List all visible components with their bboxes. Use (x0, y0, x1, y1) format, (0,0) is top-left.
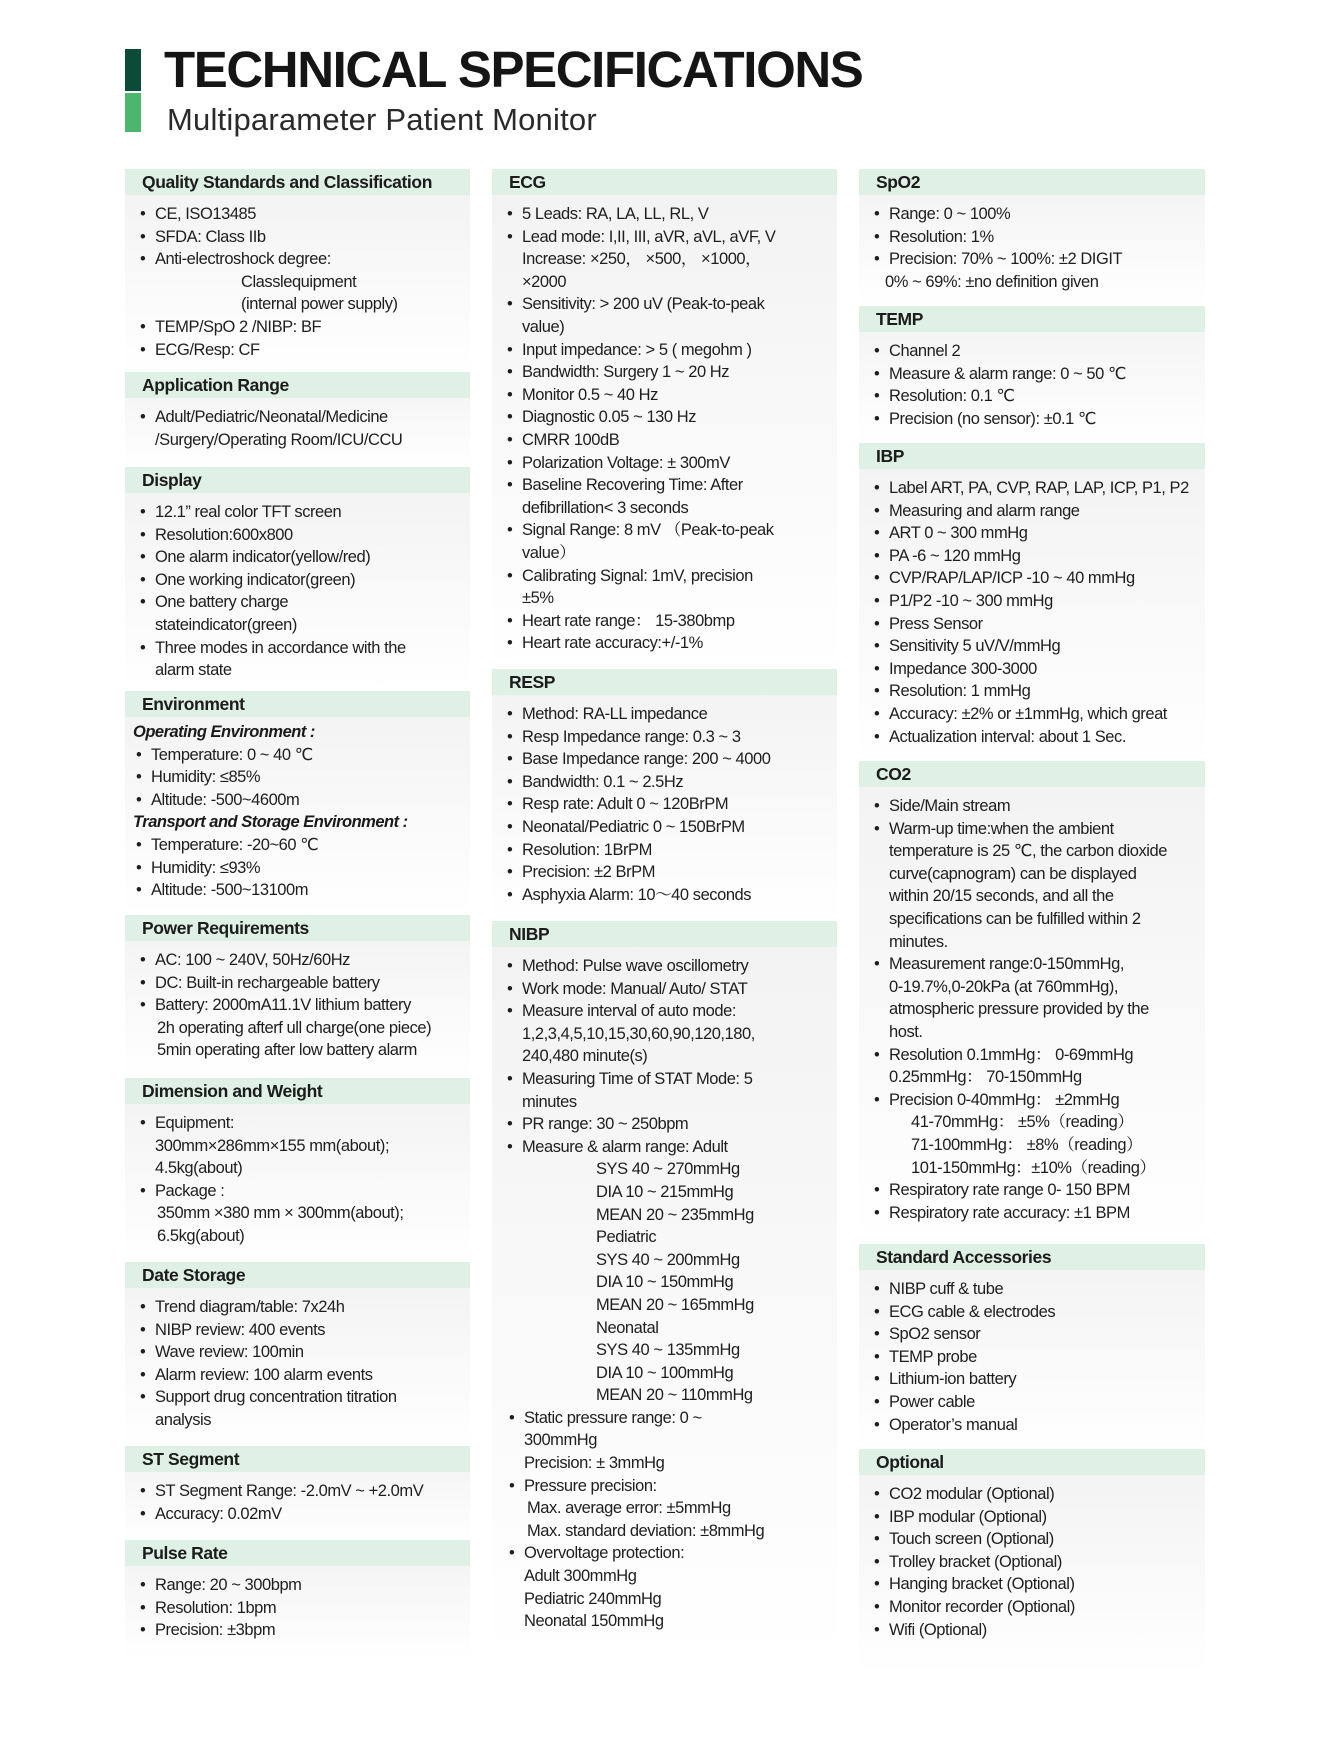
spec-list (125, 1104, 470, 1253)
spec-item: • Baseline Recovering Time: After (506, 474, 833, 497)
spec-item: • Sensitivity 5 uV/V/mmHg (873, 635, 1201, 658)
spec-item: defibrillation< 3 seconds (522, 498, 689, 517)
spec-item: 5min operating after low battery alarm (157, 1041, 417, 1060)
spec-item: analysis (155, 1410, 212, 1429)
spec-item: DIA 10 ~ 215mmHg (596, 1182, 734, 1201)
spec-list (125, 717, 470, 907)
spec-item: • CE, ISO13485 (139, 203, 466, 226)
section-power (125, 915, 470, 1078)
section-display (125, 467, 470, 691)
section-storage (125, 1262, 470, 1446)
section-application (125, 372, 470, 467)
spec-item: • Temperature: -20~60 ℃ (135, 834, 466, 857)
spec-item: • Accuracy: 0.02mV (139, 1503, 466, 1526)
spec-item: • Static pressure range: 0 ~ (508, 1407, 833, 1430)
spec-item: ×2000 (522, 272, 567, 291)
spec-list (492, 947, 837, 1638)
spec-item: atmospheric pressure provided by the (889, 1000, 1149, 1019)
spec-item: • Measurement range:0-150mmHg, (873, 953, 1201, 976)
column-left (125, 169, 470, 1658)
section-resp (492, 669, 837, 921)
spec-list (125, 1566, 470, 1647)
spec-item: • Sensitivity: > 200 uV (Peak-to-peak (506, 293, 833, 316)
section-title: IBP (859, 443, 1205, 469)
spec-item: • Support drug concentration titration (139, 1386, 466, 1409)
spec-item: • Measuring and alarm range (873, 500, 1201, 523)
spec-list (125, 1472, 470, 1530)
spec-item: • Input impedance: > 5 ( megohm ) (506, 339, 833, 362)
spec-item: • Hanging bracket (Optional) (873, 1573, 1201, 1596)
spec-item: 350mm ×380 mm × 300mm(about); (157, 1204, 404, 1223)
section-co2 (859, 761, 1205, 1244)
spec-item: • Method: Pulse wave oscillometry (506, 955, 833, 978)
spec-item: • Adult/Pediatric/Neonatal/Medicine (139, 406, 466, 429)
spec-item: specifications can be fulfilled within 2 (889, 909, 1141, 928)
spec-list (125, 941, 470, 1067)
spec-item: • ECG/Resp: CF (139, 339, 466, 362)
spec-item: • TEMP probe (873, 1346, 1201, 1369)
spec-item: • Resolution: 1% (873, 226, 1201, 249)
spec-item: Neonatal 150mmHg (524, 1612, 664, 1631)
spec-list (859, 332, 1205, 435)
spec-item: • NIBP cuff & tube (873, 1278, 1201, 1301)
title-accent-light (125, 93, 141, 132)
spec-item: • Battery: 2000mA11.1V lithium battery (139, 994, 466, 1017)
section-title: Quality Standards and Classification (125, 169, 470, 195)
section-spo2 (859, 169, 1205, 306)
spec-list (492, 695, 837, 911)
spec-item: • Side/Main stream (873, 795, 1201, 818)
spec-item: • Press Sensor (873, 613, 1201, 636)
spec-item: • Trolley bracket (Optional) (873, 1551, 1201, 1574)
spec-item: • Precision (no sensor): ±0.1 ℃ (873, 408, 1201, 431)
section-accessories (859, 1244, 1205, 1449)
spec-item: Adult 300mmHg (524, 1567, 637, 1586)
spec-item: • Work mode: Manual/ Auto/ STAT (506, 978, 833, 1001)
spec-item: • Package : (139, 1180, 466, 1203)
spec-item: MEAN 20 ~ 165mmHg (596, 1295, 754, 1314)
spec-list (859, 787, 1205, 1229)
section-title: Date Storage (125, 1262, 470, 1288)
spec-item: 1,2,3,4,5,10,15,30,60,90,120,180, (522, 1024, 755, 1043)
spec-list (492, 195, 837, 660)
spec-item: 6.5kg(about) (157, 1226, 245, 1245)
section-title: TEMP (859, 306, 1205, 332)
spec-item: • One alarm indicator(yellow/red) (139, 546, 466, 569)
spec-item: • Calibrating Signal: 1mV, precision (506, 565, 833, 588)
spec-item: Pediatric (596, 1228, 657, 1247)
spec-list (859, 1270, 1205, 1441)
spec-item: • Resolution: 1 mmHg (873, 680, 1201, 703)
spec-item: host. (889, 1022, 923, 1041)
spec-item: • Range: 0 ~ 100% (873, 203, 1201, 226)
spec-item: MEAN 20 ~ 235mmHg (596, 1205, 754, 1224)
spec-item: • Channel 2 (873, 340, 1201, 363)
spec-item: 71-100mmHg： ±8%（reading） (911, 1135, 1143, 1154)
spec-item: • Monitor 0.5 ~ 40 Hz (506, 384, 833, 407)
section-title: Display (125, 467, 470, 493)
spec-item: 41-70mmHg： ±5%（reading） (911, 1113, 1134, 1132)
spec-item: ±5% (522, 589, 554, 608)
spec-item: • Warm-up time:when the ambient (873, 818, 1201, 841)
spec-item: • Diagnostic 0.05 ~ 130 Hz (506, 406, 833, 429)
section-title: Environment (125, 691, 470, 717)
spec-item: SYS 40 ~ 270mmHg (596, 1160, 740, 1179)
spec-item: • ST Segment Range: -2.0mV ~ +2.0mV (139, 1480, 466, 1503)
spec-item: • Temperature: 0 ~ 40 ℃ (135, 744, 466, 767)
spec-list (125, 1288, 470, 1437)
section-title: Dimension and Weight (125, 1078, 470, 1104)
section-nibp (492, 921, 837, 1659)
section-environment (125, 691, 470, 915)
section-optional (859, 1449, 1205, 1676)
spec-item: 0% ~ 69%: ±no definition given (885, 272, 1099, 291)
spec-item: minutes. (889, 932, 948, 951)
spec-item: 0.25mmHg： 70-150mmHg (889, 1068, 1082, 1087)
spec-item: value） (522, 543, 576, 562)
section-title: SpO2 (859, 169, 1205, 195)
spec-item: • Resp rate: Adult 0 ~ 120BrPM (506, 793, 833, 816)
spec-item: • Label ART, PA, CVP, RAP, LAP, ICP, P1, P2 (873, 477, 1201, 500)
page-subtitle: Multiparameter Patient Monitor (167, 102, 597, 137)
spec-item: • Three modes in accordance with the (139, 637, 466, 660)
spec-item: • Operator’s manual (873, 1414, 1201, 1437)
spec-item: • CVP/RAP/LAP/ICP -10 ~ 40 mmHg (873, 567, 1201, 590)
spec-item: alarm state (155, 661, 232, 680)
section-pulse-rate (125, 1540, 470, 1658)
spec-item: • One working indicator(green) (139, 569, 466, 592)
spec-item: • Resolution 0.1mmHg： 0-69mmHg (873, 1044, 1201, 1067)
spec-item: • DC: Built-in rechargeable battery (139, 972, 466, 995)
spec-list (125, 195, 470, 366)
spec-item: 300mmHg (524, 1431, 597, 1450)
spec-item: • CO2 modular (Optional) (873, 1483, 1201, 1506)
spec-item: • Measure & alarm range: 0 ~ 50 ℃ (873, 363, 1201, 386)
spec-item: • Humidity: ≤93% (135, 857, 466, 880)
spec-item: • Bandwidth: 0.1 ~ 2.5Hz (506, 771, 833, 794)
spec-item: (internal power supply) (241, 295, 398, 314)
spec-item: • Alarm review: 100 alarm events (139, 1364, 466, 1387)
spec-item: Max. average error: ±5mmHg (527, 1499, 731, 1518)
spec-item: 2h operating afterf ull charge(one piece) (157, 1018, 432, 1037)
spec-item: • Wave review: 100min (139, 1341, 466, 1364)
spec-item: • Actualization interval: about 1 Sec. (873, 726, 1201, 749)
spec-item: 300mm×286mm×155 mm(about); (155, 1136, 390, 1155)
section-title: ECG (492, 169, 837, 195)
spec-item: Neonatal (596, 1318, 659, 1337)
spec-item: • Respiratory rate range 0- 150 BPM (873, 1179, 1201, 1202)
spec-item: • Resolution: 1bpm (139, 1597, 466, 1620)
spec-item: • NIBP review: 400 events (139, 1319, 466, 1342)
spec-item: MEAN 20 ~ 110mmHg (596, 1386, 753, 1405)
spec-item: • Heart rate accuracy:+/-1% (506, 632, 833, 655)
spec-item: • Base Impedance range: 200 ~ 4000 (506, 748, 833, 771)
spec-item: DIA 10 ~ 100mmHg (596, 1363, 734, 1382)
spec-list (859, 195, 1205, 298)
spec-item: • Altitude: -500~13100m (135, 879, 466, 902)
spec-item: • AC: 100 ~ 240V, 50Hz/60Hz (139, 949, 466, 972)
spec-item: • IBP modular (Optional) (873, 1506, 1201, 1529)
spec-item: temperature is 25 ℃, the carbon dioxide (889, 842, 1167, 861)
spec-item: 240,480 minute(s) (522, 1047, 648, 1066)
spec-item: stateindicator(green) (155, 615, 297, 634)
spec-item: • Asphyxia Alarm: 10～40 seconds (506, 884, 833, 907)
spec-item: Precision: ± 3mmHg (524, 1454, 665, 1473)
spec-item: • Resp Impedance range: 0.3 ~ 3 (506, 726, 833, 749)
spec-item: 101-150mmHg：±10%（reading） (911, 1158, 1156, 1177)
spec-item: minutes (522, 1092, 577, 1111)
spec-item: • Equipment: (139, 1112, 466, 1135)
spec-item: • Measure & alarm range: Adult (506, 1136, 833, 1159)
spec-item: • Resolution:600x800 (139, 524, 466, 547)
section-title: RESP (492, 669, 837, 695)
section-st-segment (125, 1446, 470, 1540)
spec-item: • Lead mode: I,II, III, aVR, aVL, aVF, V (506, 226, 833, 249)
spec-item: 0-19.7%,0-20kPa (at 760mmHg), (889, 977, 1119, 996)
spec-item: • SpO2 sensor (873, 1323, 1201, 1346)
transport-environment-heading: Transport and Storage Environment : (133, 813, 408, 832)
spec-item: • One battery charge (139, 591, 466, 614)
section-title: Pulse Rate (125, 1540, 470, 1566)
spec-item: • Measuring Time of STAT Mode: 5 (506, 1068, 833, 1091)
section-quality (125, 169, 470, 372)
spec-item: SYS 40 ~ 135mmHg (596, 1341, 740, 1360)
spec-item: • Signal Range: 8 mV （Peak-to-peak (506, 519, 833, 542)
spec-item: • Precision: ±2 BrPM (506, 861, 833, 884)
spec-item: • Range: 20 ~ 300bpm (139, 1574, 466, 1597)
spec-item: • Precision 0-40mmHg： ±2mmHg (873, 1089, 1201, 1112)
spec-item: • SFDA: Class IIb (139, 226, 466, 249)
spec-item: • Respiratory rate accuracy: ±1 BPM (873, 1202, 1201, 1225)
column-right (859, 169, 1205, 1676)
spec-item: • Touch screen (Optional) (873, 1528, 1201, 1551)
spec-item: /Surgery/Operating Room/ICU/CCU (155, 430, 403, 449)
spec-item: • Resolution: 1BrPM (506, 839, 833, 862)
column-middle (492, 169, 837, 1659)
title-accent-bar (125, 49, 141, 132)
spec-item: • Power cable (873, 1391, 1201, 1414)
section-title: CO2 (859, 761, 1205, 787)
spec-item: • ECG cable & electrodes (873, 1301, 1201, 1324)
section-title: Optional (859, 1449, 1205, 1475)
section-ibp (859, 443, 1205, 761)
spec-item: • PR range: 30 ~ 250bpm (506, 1113, 833, 1136)
spec-item: • Measure interval of auto mode: (506, 1000, 833, 1023)
spec-item: • Method: RA-LL impedance (506, 703, 833, 726)
spec-item: • Polarization Voltage: ± 300mV (506, 452, 833, 475)
spec-item: • P1/P2 -10 ~ 300 mmHg (873, 590, 1201, 613)
spec-item: Classlequipment (241, 272, 357, 291)
spec-item: • Neonatal/Pediatric 0 ~ 150BrPM (506, 816, 833, 839)
spec-item: • Bandwidth: Surgery 1 ~ 20 Hz (506, 361, 833, 384)
section-dimension (125, 1078, 470, 1262)
spec-item: within 20/15 seconds, and all the (889, 887, 1114, 906)
spec-list (859, 1475, 1205, 1646)
section-temp (859, 306, 1205, 443)
spec-item: • Trend diagram/table: 7x24h (139, 1296, 466, 1319)
spec-item: • Precision: ±3bpm (139, 1619, 466, 1642)
section-title: NIBP (492, 921, 837, 947)
spec-item: • Resolution: 0.1 ℃ (873, 385, 1201, 408)
spec-list (859, 469, 1205, 753)
section-title: ST Segment (125, 1446, 470, 1472)
spec-item: • TEMP/SpO 2 /NIBP: BF (139, 316, 466, 339)
spec-item: curve(capnogram) can be displayed (889, 864, 1137, 883)
spec-item: • Overvoltage protection: (508, 1542, 833, 1565)
spec-item: • Monitor recorder (Optional) (873, 1596, 1201, 1619)
spec-item: • Precision: 70% ~ 100%: ±2 DIGIT (873, 248, 1201, 271)
section-title: Standard Accessories (859, 1244, 1205, 1270)
spec-item: • PA -6 ~ 120 mmHg (873, 545, 1201, 568)
spec-item: • 12.1” real color TFT screen (139, 501, 466, 524)
section-ecg (492, 169, 837, 669)
spec-item: SYS 40 ~ 200mmHg (596, 1250, 740, 1269)
section-title: Application Range (125, 372, 470, 398)
spec-item: • Anti-electroshock degree: (139, 248, 466, 271)
spec-list (125, 398, 470, 456)
spec-item: • CMRR 100dB (506, 429, 833, 452)
spec-item: Increase: ×250， ×500， ×1000， (522, 250, 762, 269)
spec-item: • Humidity: ≤85% (135, 766, 466, 789)
spec-item: • 5 Leads: RA, LA, LL, RL, V (506, 203, 833, 226)
spec-item: • Heart rate range： 15-380bmp (506, 610, 833, 633)
spec-item: 4.5kg(about) (155, 1159, 243, 1178)
spec-item: Pediatric 240mmHg (524, 1589, 662, 1608)
spec-item: • Impedance 300-3000 (873, 658, 1201, 681)
spec-item: • Pressure precision: (508, 1475, 833, 1498)
spec-item: • Altitude: -500~4600m (135, 789, 466, 812)
spec-item: • Lithium-ion battery (873, 1368, 1201, 1391)
spec-item: DIA 10 ~ 150mmHg (596, 1273, 734, 1292)
spec-item: value) (522, 317, 565, 336)
page-title: TECHNICAL SPECIFICATIONS (164, 41, 863, 98)
title-accent-dark (125, 49, 141, 91)
section-title: Power Requirements (125, 915, 470, 941)
operating-environment-heading: Operating Environment : (133, 723, 315, 741)
spec-list (125, 493, 470, 687)
spec-item: • Wifi (Optional) (873, 1619, 1201, 1642)
spec-item: • Accuracy: ±2% or ±1mmHg, which great (873, 703, 1201, 726)
spec-item: • ART 0 ~ 300 mmHg (873, 522, 1201, 545)
spec-item: Max. standard deviation: ±8mmHg (527, 1521, 765, 1540)
